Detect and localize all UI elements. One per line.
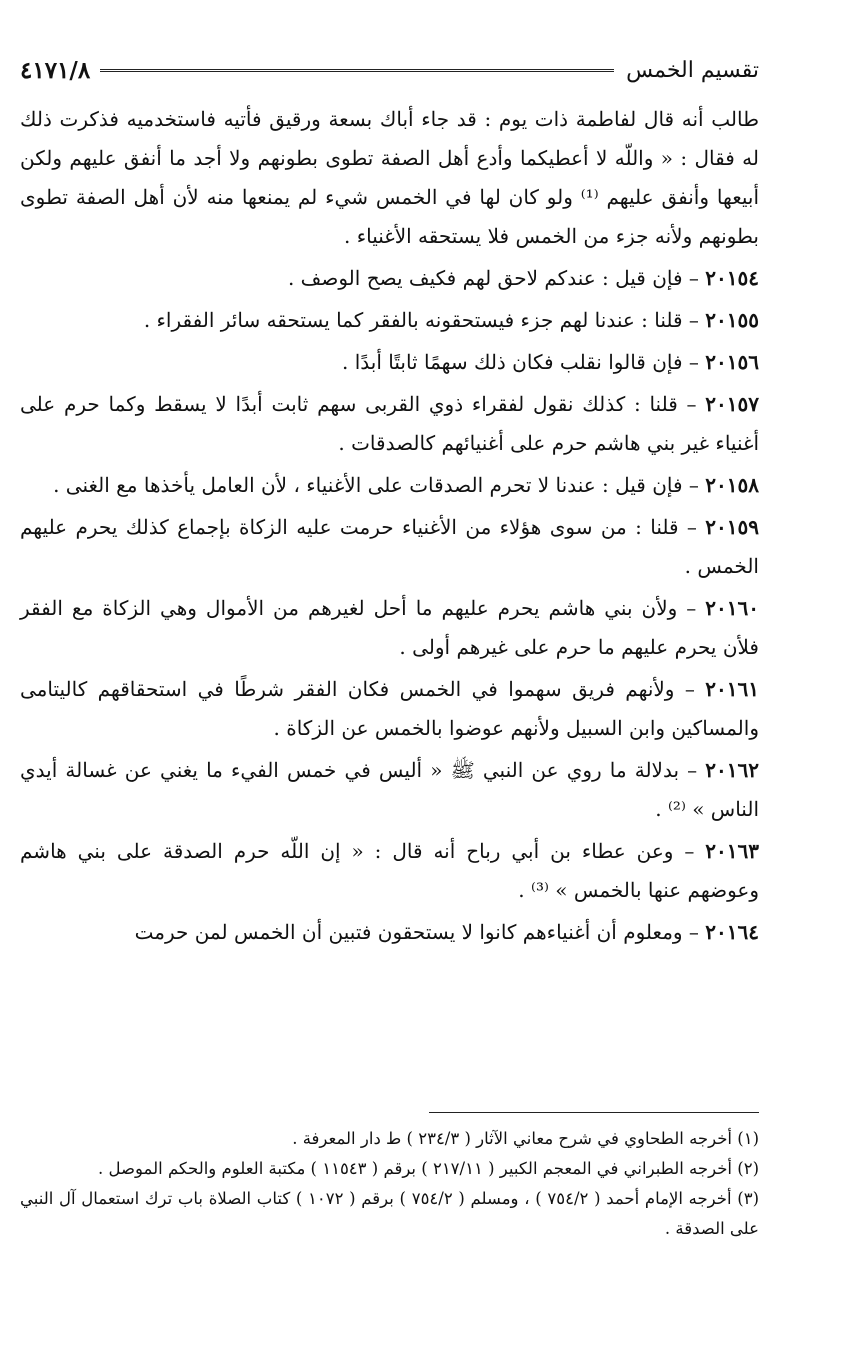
paragraph: ٢٠١٥٥ – قلنا : عندنا لهم جزء فيستحقونه بالفقر كما يستحقه سائر الفقراء . — [143, 308, 759, 332]
paragraph-number: ٢٠١٦٣ — [705, 839, 759, 863]
paragraph-number: ٢٠١٥٥ — [705, 308, 759, 332]
paragraph-number: ٢٠١٦٤ — [705, 920, 759, 944]
paragraph: ٢٠١٥٩ – قلنا : من سوى هؤلاء من الأغنياء حرمت عليه الزكاة بإجماع كذلك يحرم عليهم الخمس . — [20, 515, 759, 578]
paragraph: ٢٠١٥٤ – فإن قيل : عندكم لاحق لهم فكيف يصح الوصف . — [287, 266, 759, 290]
page-header — [20, 52, 759, 88]
header-rule — [100, 69, 614, 72]
paragraph: ٢٠١٥٦ – فإن قالوا نقلب فكان ذلك سهمًا ثابتًا أبدًا . — [342, 350, 759, 374]
paragraph-number: ٢٠١٦٠ — [705, 596, 760, 620]
paragraph: ٢٠١٦٣ – وعن عطاء بن أبي رباح أنه قال : « إن اللّه حرم الصدقة على بني هاشم وعوضهم عنها بالخمس » ⁽³⁾ . — [20, 839, 759, 902]
paragraph-number: ٢٠١٥٩ — [705, 515, 759, 539]
paragraph: ٢٠١٦٠ – ولأن بني هاشم يحرم عليهم ما أحل لغيرهم من الأموال وهي الزكاة مع الفقر فلأن يحرم عليهم ما حرم على غيرهم أولى . — [20, 596, 760, 659]
paragraph-text: قلنا : كذلك نقول لفقراء ذوي القربى سهم ثابت أبدًا لا يسقط وكما حرم على أغنياء غير بني هاشم حرم على أغنيائهم كالصدقات . — [20, 392, 759, 455]
paragraph-number: ٢٠١٥٨ — [705, 473, 759, 497]
paragraph-number: ٢٠١٥٧ — [705, 392, 759, 416]
paragraph-text: ولأنهم فريق سهموا في الخمس فكان الفقر شرطًا في استحقاقهم كاليتامى والمساكين وابن السبيل ولأنهم عوضوا بالخمس عن الزكاة . — [20, 677, 759, 740]
main-text — [20, 100, 759, 955]
paragraph-number: ٢٠١٥٤ — [705, 266, 759, 290]
paragraph-text: قلنا : من سوى هؤلاء من الأغنياء حرمت عليه الزكاة بإجماع كذلك يحرم عليهم الخمس . — [20, 515, 759, 578]
footnotes — [20, 1124, 759, 1244]
paragraph-text: ولأن بني هاشم يحرم عليهم ما أحل لغيرهم من الأموال وهي الزكاة مع الفقر فلأن يحرم عليهم ما حرم على غيرهم أولى . — [20, 596, 759, 659]
paragraph-number: ٢٠١٥٦ — [705, 350, 759, 374]
paragraph: ٢٠١٥٧ – قلنا : كذلك نقول لفقراء ذوي القربى سهم ثابت أبدًا لا يسقط وكما حرم على أغنياء غير بني هاشم حرم على أغنيائهم كالصدقات . — [20, 392, 759, 455]
page-number: ٤١٧١/٨ — [20, 56, 91, 84]
footnote: (٢) أخرجه الطبراني في المعجم الكبير ( ٢١٧/١١ ) برقم ( ١١٥٤٣ ) مكتبة العلوم والحكم الموصل . — [98, 1159, 759, 1178]
chapter-title: تقسيم الخمس — [626, 57, 759, 83]
footnote-divider — [429, 1112, 759, 1113]
paragraph-text: فإن قالوا نقلب فكان ذلك سهمًا ثابتًا أبدًا . — [342, 350, 683, 374]
paragraph: ٢٠١٥٨ – فإن قيل : عندنا لا تحرم الصدقات على الأغنياء ، لأن العامل يأخذها مع الغنى . — [53, 473, 759, 497]
paragraph — [20, 100, 759, 256]
paragraph-text: بدلالة ما روي عن النبي ﷺ « أليس في خمس الفيء ما يغني عن غسالة أيدي الناس » ⁽²⁾ . — [20, 758, 759, 821]
paragraph-text: طالب أنه قال لفاطمة ذات يوم : قد جاء أباك بسعة ورقيق فأتيه فاستخدميه فذكرت ذلك له فقال : « واللّه لا أعطيكما وأدع أهل الصفة تطوى بطونهم ولا أجد ما أنفق عليهم ولكن أبيعها وأنفق عليهم ⁽¹⁾ ولو كان لها في الخمس شيء لم يمنعها منه لأن أهل الصفة تطوى بطونهم ولأنه جزء من الخمس فلا يستحقه الأغنياء . — [20, 107, 760, 248]
paragraph-text: وعن عطاء بن أبي رباح أنه قال : « إن اللّه حرم الصدقة على بني هاشم وعوضهم عنها بالخمس » ⁽³⁾ . — [20, 839, 759, 902]
paragraph-text: ومعلوم أن أغنياءهم كانوا لا يستحقون فتبين أن الخمس لمن حرمت — [134, 920, 683, 944]
paragraph-text: قلنا : عندنا لهم جزء فيستحقونه بالفقر كما يستحقه سائر الفقراء . — [143, 308, 683, 332]
footnote: (١) أخرجه الطحاوي في شرح معاني الآثار ( ٢٣٤/٣ ) ط دار المعرفة . — [292, 1129, 759, 1148]
paragraph: ٢٠١٦٤ – ومعلوم أن أغنياءهم كانوا لا يستحقون فتبين أن الخمس لمن حرمت — [134, 920, 759, 944]
paragraph: ٢٠١٦٢ – بدلالة ما روي عن النبي ﷺ « أليس في خمس الفيء ما يغني عن غسالة أيدي الناس » ⁽²⁾ . — [20, 758, 760, 821]
footnote: (٣) أخرجه الإمام أحمد ( ٧٥٤/٢ ) ، ومسلم ( ٧٥٤/٢ ) برقم ( ١٠٧٢ ) كتاب الصلاة باب ترك استعمال آل النبي على الصدقة . — [20, 1189, 760, 1238]
paragraph-number: ٢٠١٦١ — [705, 677, 760, 701]
paragraph-text: فإن قيل : عندنا لا تحرم الصدقات على الأغنياء ، لأن العامل يأخذها مع الغنى . — [53, 473, 683, 497]
paragraph-text: فإن قيل : عندكم لاحق لهم فكيف يصح الوصف . — [287, 266, 683, 290]
paragraph: ٢٠١٦١ – ولأنهم فريق سهموا في الخمس فكان الفقر شرطًا في استحقاقهم كاليتامى والمساكين وابن السبيل ولأنهم عوضوا بالخمس عن الزكاة . — [20, 677, 760, 740]
paragraph-number: ٢٠١٦٢ — [705, 758, 760, 782]
